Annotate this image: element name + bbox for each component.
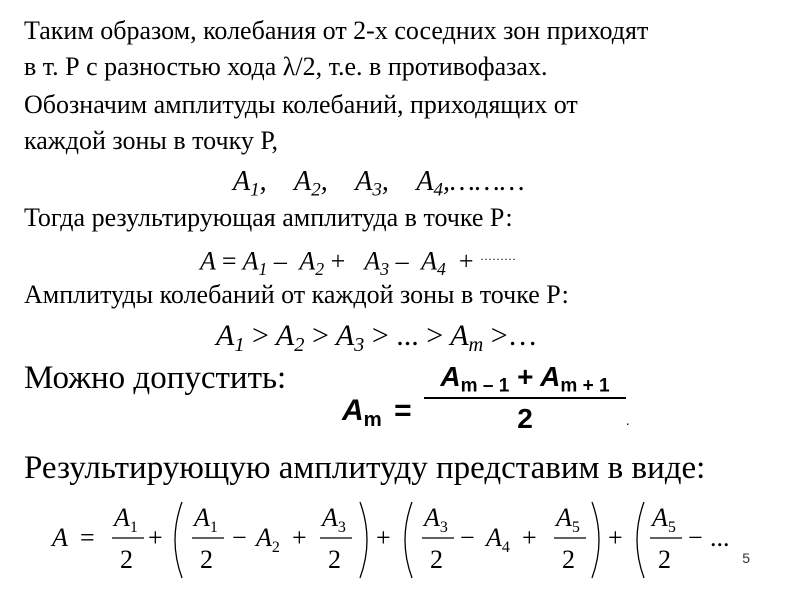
frac1-den: 2 xyxy=(120,545,133,574)
sym-plus-5: + xyxy=(608,523,623,552)
sym-minus-1: − xyxy=(232,523,247,552)
sym-ellipsis: ... xyxy=(710,523,730,552)
amplitude-inequality-formula: $A_1 > A_2 > A_3$ > ... > $A_m$ >… xyxy=(216,319,538,357)
text-line-6: Тогда результирующая амплитуда в точке Р: xyxy=(24,203,513,232)
page-number: 5 xyxy=(742,550,750,566)
am-lhs: $A_m$ = xyxy=(342,394,412,432)
rparen-1 xyxy=(360,502,367,578)
frac5-num: $A_5$ xyxy=(556,503,580,536)
sym-plus-1: + xyxy=(148,523,163,552)
frac4-num: $A_3$ xyxy=(424,503,448,536)
frac1-num: $A_1$ xyxy=(114,503,138,536)
amplitude-sum-formula: $A = A_1 - A_2$ + $A_3 - A_4 + ^{\dots\dots\dots}$ xyxy=(200,246,516,279)
frac3-den: 2 xyxy=(328,545,341,574)
frac3-num: $A_3$ xyxy=(322,503,346,536)
text-line-1: Таким образом, колебания от 2-х соседних зон приходят xyxy=(24,16,649,45)
sym-a-main: A xyxy=(52,523,68,552)
am-fraction-bar xyxy=(424,397,626,399)
sym-plus-3: + xyxy=(376,523,391,552)
text-line-3: Обозначим амплитуды колебаний, приходящих от xyxy=(24,90,578,119)
sym-minus-3: − xyxy=(688,523,703,552)
frac5-den: 2 xyxy=(562,545,575,574)
rparen-2 xyxy=(592,502,599,578)
sym-plus-4: + xyxy=(522,523,537,552)
sym-minus-2: − xyxy=(460,523,475,552)
am-fraction xyxy=(424,360,626,435)
text-line-4: каждой зоны в точку Р, xyxy=(24,126,279,155)
amplitudes-list-formula: $A_1$, $A_2$, $A_3$, $A_4,\dots\dots\dots$ xyxy=(233,166,525,201)
frac6-num: $A_5$ xyxy=(652,503,676,536)
text-line-10: Можно допустить: xyxy=(24,360,287,396)
text-line-8: Амплитуды колебаний от каждой зоны в точке Р: xyxy=(24,280,569,309)
frac6-den: 2 xyxy=(658,545,671,574)
am-fraction-denominator: 2 xyxy=(517,403,533,434)
lparen-2 xyxy=(405,502,412,578)
text-line-11: Результирующую амплитуду представим в виде: xyxy=(24,450,706,486)
lparen-1 xyxy=(175,502,182,578)
lparen-3 xyxy=(637,502,644,578)
sym-eq: = xyxy=(80,523,95,552)
frac4-den: 2 xyxy=(430,545,443,574)
sym-plus-2: + xyxy=(292,523,307,552)
decomposition-formula xyxy=(0,496,800,596)
text-line-2: в т. Р с разностью хода λ/2, т.е. в противофазах. xyxy=(24,52,548,81)
sym-a4: $A_4$ xyxy=(486,523,510,556)
frac2-num: $A_1$ xyxy=(194,503,218,536)
trailing-dot: . xyxy=(626,414,630,429)
sym-a2: $A_2$ xyxy=(256,523,280,556)
am-fraction-numerator: $A_{m - 1} + A_{m + 1}$ xyxy=(440,361,610,397)
frac2-den: 2 xyxy=(200,545,213,574)
